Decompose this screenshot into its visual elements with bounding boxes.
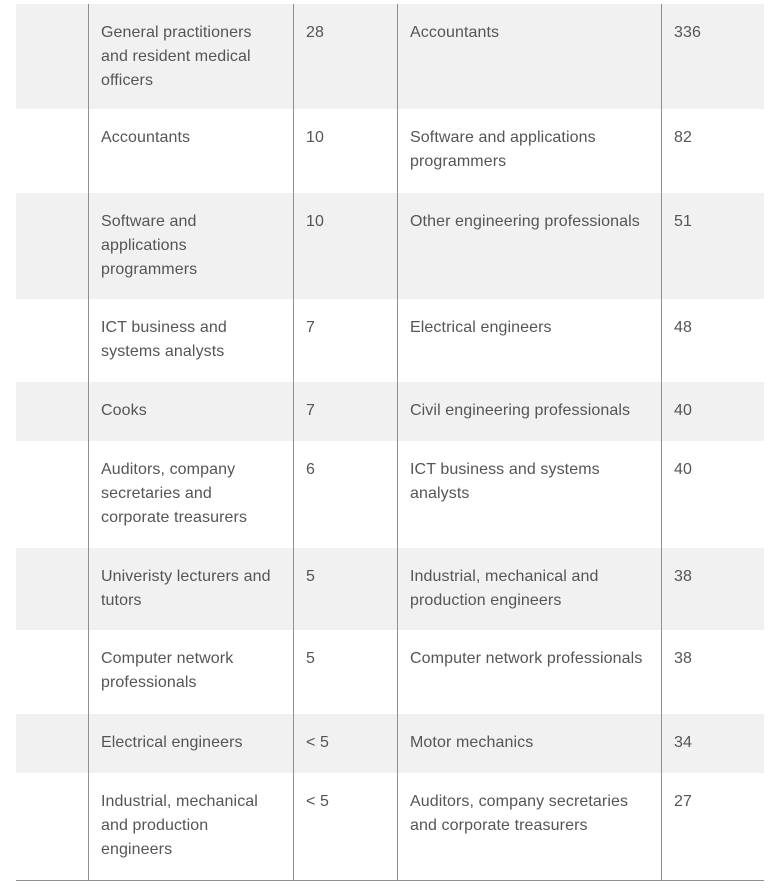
table-row [16,193,764,299]
table-row [16,548,764,630]
occupation-cell: ICT business and systems analysts [398,441,662,548]
occupation-cell: General practitioners and resident medical officers [89,4,294,109]
occupation-cell: ICT business and systems analysts [89,299,294,382]
count-cell: 336 [674,24,701,41]
row-spacer-cell [16,382,89,441]
count-cell: 5 [294,630,398,714]
count-cell: 5 [294,548,398,630]
table-row [16,109,764,193]
row-spacer-cell [16,773,89,880]
occupation-cell: Auditors, company secretaries and corporate treasurers [89,441,294,548]
count-cell: < 5 [294,714,398,773]
occupation-cell: Computer network professionals [398,630,662,714]
row-spacer-cell [16,441,89,548]
occupation-cell: Univeristy lecturers and tutors [89,548,294,630]
table-row [16,714,764,773]
count-cell: 51 [674,213,692,230]
table-row [16,299,764,382]
row-spacer-cell [16,299,89,382]
row-spacer-cell [16,109,89,193]
row-spacer-cell [16,714,89,773]
occupation-cell: Software and applications programmers [398,109,662,193]
count-cell: 10 [294,193,398,299]
occupation-cell: Industrial, mechanical and production engineers [89,773,294,880]
count-cell: < 5 [294,773,398,880]
occupation-cell: Electrical engineers [89,714,294,773]
table-bottom-border [16,880,764,881]
occupation-cell: Other engineering professionals [398,193,662,299]
occupation-cell: Accountants [398,4,662,109]
occupation-cell: Industrial, mechanical and production engineers [398,548,662,630]
row-spacer-cell [16,630,89,714]
table-row [16,382,764,441]
count-cell: 7 [294,299,398,382]
count-cell: 38 [674,568,692,585]
count-cell: 27 [674,793,692,810]
occupation-cell: Software and applications programmers [89,193,294,299]
table-row [16,4,764,109]
row-spacer-cell [16,193,89,299]
count-cell: 6 [294,441,398,548]
count-cell: 48 [674,319,692,336]
occupations-table [16,4,764,880]
count-cell: 10 [294,109,398,193]
table-row [16,773,764,880]
occupation-cell: Auditors, company secretaries and corporate treasurers [398,773,662,880]
table-row [16,630,764,714]
count-cell: 40 [674,461,692,478]
count-cell: 28 [294,4,398,109]
occupation-cell: Cooks [89,382,294,441]
count-cell: 40 [674,402,692,419]
row-spacer-cell [16,4,89,109]
count-cell: 82 [674,129,692,146]
count-cell: 7 [294,382,398,441]
occupation-cell: Electrical engineers [398,299,662,382]
occupation-cell: Civil engineering professionals [398,382,662,441]
occupation-cell: Computer network professionals [89,630,294,714]
count-cell: 34 [674,734,692,751]
occupation-cell: Accountants [89,109,294,193]
occupation-cell: Motor mechanics [398,714,662,773]
count-cell: 38 [674,650,692,667]
table-row [16,441,764,548]
row-spacer-cell [16,548,89,630]
